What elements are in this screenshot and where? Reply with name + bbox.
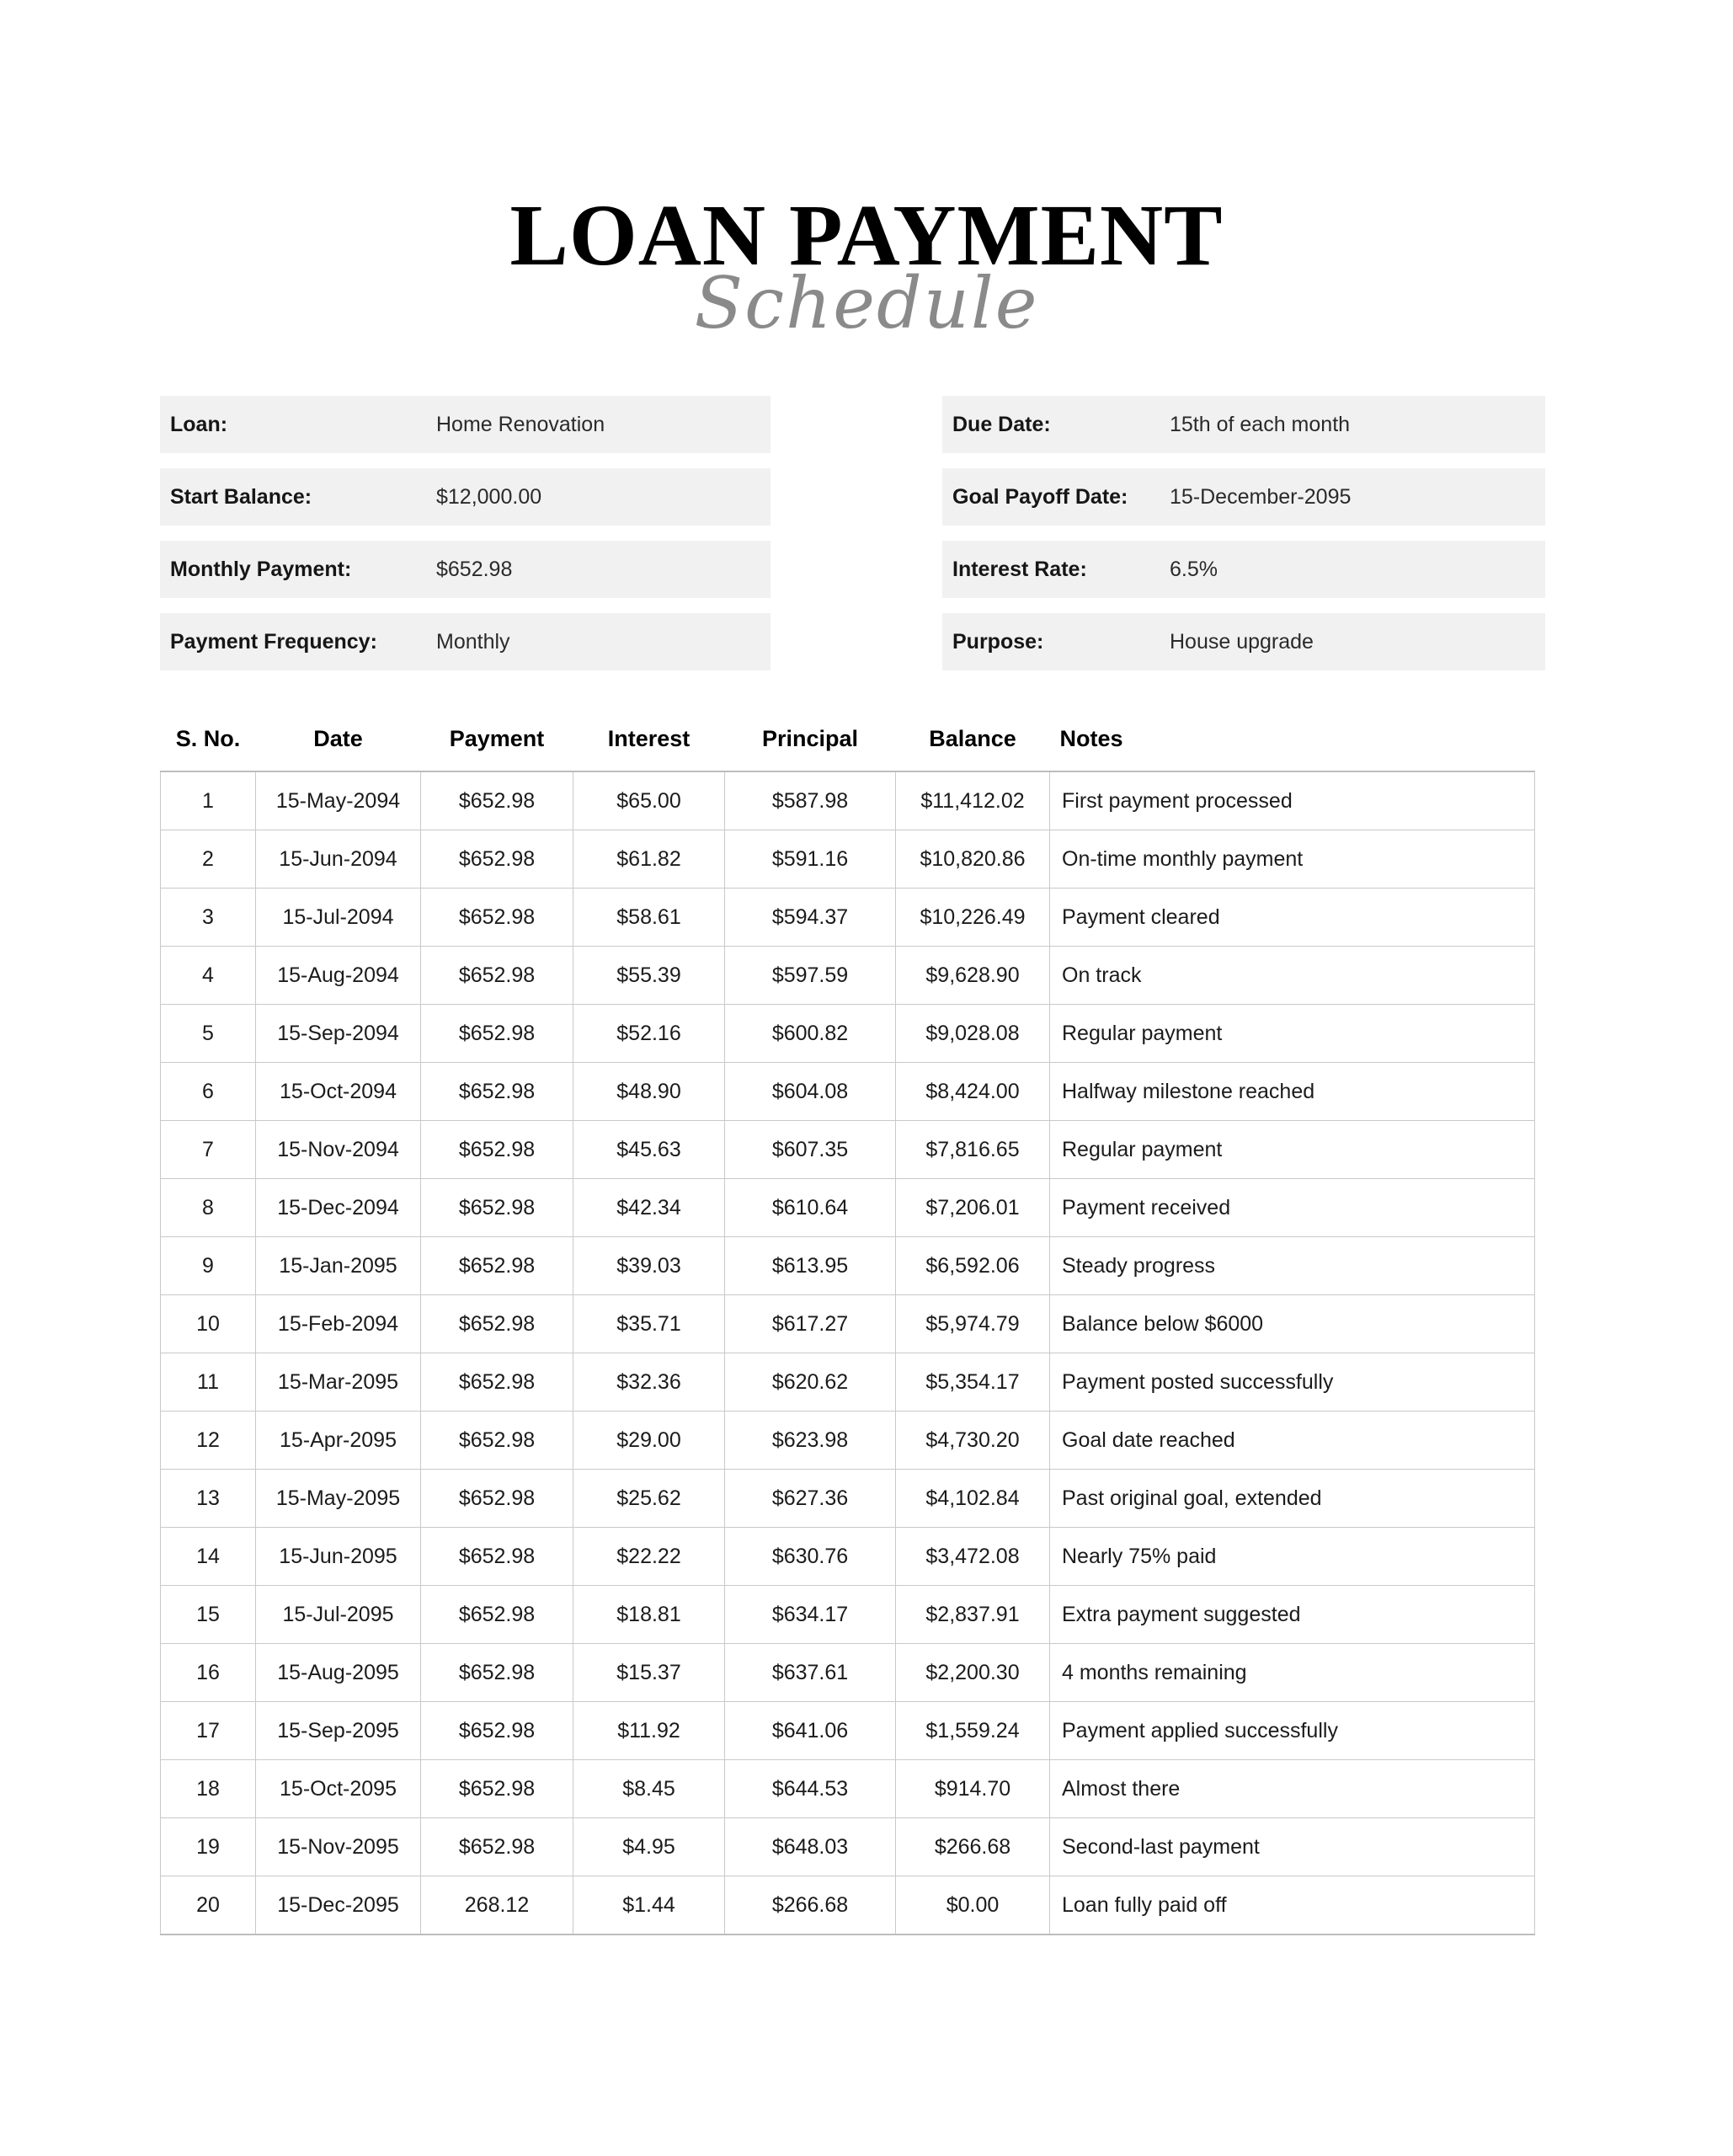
table-row [161,1353,1535,1412]
cell-interest: $22.22 [573,1528,725,1586]
cell-balance: $266.68 [896,1818,1050,1876]
cell-date: 15-Mar-2095 [256,1353,421,1412]
cell-notes: Regular payment [1050,1005,1535,1063]
cell-interest: $61.82 [573,830,725,889]
cell-date: 15-Nov-2094 [256,1121,421,1179]
cell-principal: $637.61 [725,1644,896,1702]
cell-sno: 5 [161,1005,256,1063]
cell-notes: Steady progress [1050,1237,1535,1295]
cell-date: 15-Sep-2094 [256,1005,421,1063]
cell-payment: $652.98 [421,1063,573,1121]
column-header-principal: Principal [761,726,859,751]
cell-payment: $652.98 [421,947,573,1005]
table-row [161,1005,1535,1063]
info-row [160,396,771,453]
cell-principal: $613.95 [725,1237,896,1295]
info-row [160,541,771,598]
info-label: Goal Payoff Date: [952,484,1128,509]
info-value: Monthly [436,629,510,654]
cell-principal: $600.82 [725,1005,896,1063]
cell-sno: 4 [161,947,256,1005]
cell-notes: Almost there [1050,1760,1535,1818]
cell-notes: Balance below $6000 [1050,1295,1535,1353]
cell-interest: $15.37 [573,1644,725,1702]
cell-date: 15-Dec-2095 [256,1876,421,1935]
cell-interest: $32.36 [573,1353,725,1412]
table-row [161,1470,1535,1528]
cell-interest: $8.45 [573,1760,725,1818]
info-value: $12,000.00 [436,484,542,509]
info-value: $652.98 [436,557,513,581]
cell-principal: $591.16 [725,830,896,889]
cell-interest: $55.39 [573,947,725,1005]
cell-sno: 14 [161,1528,256,1586]
cell-balance: $3,472.08 [896,1528,1050,1586]
cell-date: 15-Jan-2095 [256,1237,421,1295]
cell-balance: $1,559.24 [896,1702,1050,1760]
loan-info-right-column [942,396,1545,686]
table-row [161,1760,1535,1818]
table-row [161,1528,1535,1586]
column-header-balance: Balance [929,726,1016,751]
cell-notes: Halfway milestone reached [1050,1063,1535,1121]
cell-sno: 15 [161,1586,256,1644]
cell-payment: $652.98 [421,771,573,830]
cell-principal: $630.76 [725,1528,896,1586]
table-row [161,1586,1535,1644]
info-value: 15-December-2095 [1170,484,1352,509]
cell-balance: $914.70 [896,1760,1050,1818]
cell-balance: $5,974.79 [896,1295,1050,1353]
info-value: Home Renovation [436,412,605,436]
cell-principal: $641.06 [725,1702,896,1760]
cell-balance: $0.00 [896,1876,1050,1935]
cell-balance: $4,730.20 [896,1412,1050,1470]
cell-balance: $10,226.49 [896,889,1050,947]
loan-info-panels [160,396,1545,686]
info-label: Due Date: [952,412,1051,436]
cell-interest: $65.00 [573,771,725,830]
cell-sno: 1 [161,771,256,830]
cell-payment: $652.98 [421,1644,573,1702]
table-row [161,889,1535,947]
cell-principal: $644.53 [725,1760,896,1818]
cell-interest: $45.63 [573,1121,725,1179]
cell-notes: On-time monthly payment [1050,830,1535,889]
cell-principal: $623.98 [725,1412,896,1470]
table-header [161,726,1535,771]
info-label: Purpose: [952,629,1044,654]
cell-notes: On track [1050,947,1535,1005]
cell-date: 15-Jun-2095 [256,1528,421,1586]
cell-sno: 8 [161,1179,256,1237]
cell-notes: Payment cleared [1050,889,1535,947]
cell-payment: $652.98 [421,1702,573,1760]
cell-notes: Goal date reached [1050,1412,1535,1470]
cell-payment: $652.98 [421,1528,573,1586]
cell-balance: $10,820.86 [896,830,1050,889]
cell-interest: $11.92 [573,1702,725,1760]
cell-interest: $58.61 [573,889,725,947]
cell-sno: 11 [161,1353,256,1412]
cell-sno: 19 [161,1818,256,1876]
cell-balance: $5,354.17 [896,1353,1050,1412]
cell-date: 15-Oct-2095 [256,1760,421,1818]
info-label: Loan: [170,412,228,436]
cell-payment: $652.98 [421,1760,573,1818]
cell-sno: 18 [161,1760,256,1818]
cell-principal: $627.36 [725,1470,896,1528]
info-label: Monthly Payment: [170,557,352,581]
cell-sno: 20 [161,1876,256,1935]
cell-principal: $617.27 [725,1295,896,1353]
cell-payment: $652.98 [421,1179,573,1237]
info-row [942,541,1545,598]
cell-interest: $52.16 [573,1005,725,1063]
column-header-interest: Interest [607,726,691,751]
table-row [161,1179,1535,1237]
cell-balance: $9,628.90 [896,947,1050,1005]
table-row [161,1876,1535,1935]
cell-payment: $652.98 [421,1353,573,1412]
info-row [942,396,1545,453]
table-row [161,1818,1535,1876]
cell-balance: $9,028.08 [896,1005,1050,1063]
cell-principal: $620.62 [725,1353,896,1412]
cell-date: 15-Oct-2094 [256,1063,421,1121]
cell-notes: Past original goal, extended [1050,1470,1535,1528]
table-row [161,947,1535,1005]
cell-interest: $18.81 [573,1586,725,1644]
cell-interest: $48.90 [573,1063,725,1121]
table-row [161,1644,1535,1702]
info-row [160,613,771,670]
cell-sno: 12 [161,1412,256,1470]
payment-schedule-table-wrapper [160,726,1534,1935]
cell-payment: $652.98 [421,1586,573,1644]
cell-payment: $652.98 [421,889,573,947]
column-header-notes: Notes [1059,726,1123,751]
table-row [161,1121,1535,1179]
cell-payment: $652.98 [421,1005,573,1063]
cell-principal: $587.98 [725,771,896,830]
info-row [160,468,771,526]
cell-interest: $35.71 [573,1295,725,1353]
page-subtitle: Schedule [694,262,1039,344]
cell-sno: 2 [161,830,256,889]
cell-principal: $607.35 [725,1121,896,1179]
cell-date: 15-Jul-2094 [256,889,421,947]
cell-date: 15-Apr-2095 [256,1412,421,1470]
info-value: 6.5% [1170,557,1218,581]
cell-balance: $2,200.30 [896,1644,1050,1702]
cell-principal: $594.37 [725,889,896,947]
cell-date: 15-Nov-2095 [256,1818,421,1876]
info-value: House upgrade [1170,629,1314,654]
cell-notes: Payment applied successfully [1050,1702,1535,1760]
cell-balance: $11,412.02 [896,771,1050,830]
info-row [942,468,1545,526]
column-header-payment: Payment [449,726,545,751]
cell-principal: $604.08 [725,1063,896,1121]
table-body [161,771,1535,1935]
cell-payment: $652.98 [421,1412,573,1470]
cell-date: 15-Dec-2094 [256,1179,421,1237]
cell-sno: 13 [161,1470,256,1528]
cell-principal: $597.59 [725,947,896,1005]
table-row [161,1295,1535,1353]
cell-payment: $652.98 [421,1237,573,1295]
cell-principal: $266.68 [725,1876,896,1935]
cell-sno: 7 [161,1121,256,1179]
cell-sno: 16 [161,1644,256,1702]
cell-date: 15-Aug-2094 [256,947,421,1005]
table-row [161,1412,1535,1470]
table-row [161,1702,1535,1760]
cell-notes: Extra payment suggested [1050,1586,1535,1644]
cell-interest: $1.44 [573,1876,725,1935]
cell-notes: Nearly 75% paid [1050,1528,1535,1586]
payment-schedule-table [160,726,1535,1935]
column-header-s-no: S. No. [175,726,241,751]
cell-sno: 6 [161,1063,256,1121]
cell-principal: $634.17 [725,1586,896,1644]
cell-notes: Second-last payment [1050,1818,1535,1876]
cell-interest: $25.62 [573,1470,725,1528]
cell-date: 15-Feb-2094 [256,1295,421,1353]
table-row [161,1063,1535,1121]
cell-date: 15-Jul-2095 [256,1586,421,1644]
cell-payment: $652.98 [421,1121,573,1179]
cell-balance: $4,102.84 [896,1470,1050,1528]
table-row [161,771,1535,830]
info-label: Payment Frequency: [170,629,377,654]
cell-balance: $6,592.06 [896,1237,1050,1295]
info-label: Interest Rate: [952,557,1087,581]
cell-interest: $29.00 [573,1412,725,1470]
cell-payment: $652.98 [421,1295,573,1353]
cell-notes: Payment received [1050,1179,1535,1237]
cell-interest: $42.34 [573,1179,725,1237]
cell-payment: $652.98 [421,1818,573,1876]
cell-interest: $39.03 [573,1237,725,1295]
table-row [161,830,1535,889]
cell-balance: $8,424.00 [896,1063,1050,1121]
cell-principal: $648.03 [725,1818,896,1876]
cell-date: 15-May-2094 [256,771,421,830]
cell-notes: 4 months remaining [1050,1644,1535,1702]
cell-notes: First payment processed [1050,771,1535,830]
table-header-row [161,726,1535,771]
info-value: 15th of each month [1170,412,1351,436]
cell-principal: $610.64 [725,1179,896,1237]
cell-payment: 268.12 [421,1876,573,1935]
info-row [942,613,1545,670]
cell-payment: $652.98 [421,830,573,889]
cell-interest: $4.95 [573,1818,725,1876]
table-row [161,1237,1535,1295]
cell-sno: 9 [161,1237,256,1295]
page-title: LOAN PAYMENT [509,187,1224,284]
loan-info-left-column [160,396,771,686]
info-label: Start Balance: [170,484,312,509]
cell-balance: $7,206.01 [896,1179,1050,1237]
cell-sno: 17 [161,1702,256,1760]
cell-sno: 3 [161,889,256,947]
cell-balance: $7,816.65 [896,1121,1050,1179]
document-title-block [0,187,1733,344]
cell-notes: Regular payment [1050,1121,1535,1179]
cell-balance: $2,837.91 [896,1586,1050,1644]
cell-date: 15-Aug-2095 [256,1644,421,1702]
cell-date: 15-Jun-2094 [256,830,421,889]
column-header-date: Date [313,726,363,751]
cell-date: 15-Sep-2095 [256,1702,421,1760]
cell-notes: Payment posted successfully [1050,1353,1535,1412]
cell-payment: $652.98 [421,1470,573,1528]
cell-notes: Loan fully paid off [1050,1876,1535,1935]
cell-sno: 10 [161,1295,256,1353]
cell-date: 15-May-2095 [256,1470,421,1528]
